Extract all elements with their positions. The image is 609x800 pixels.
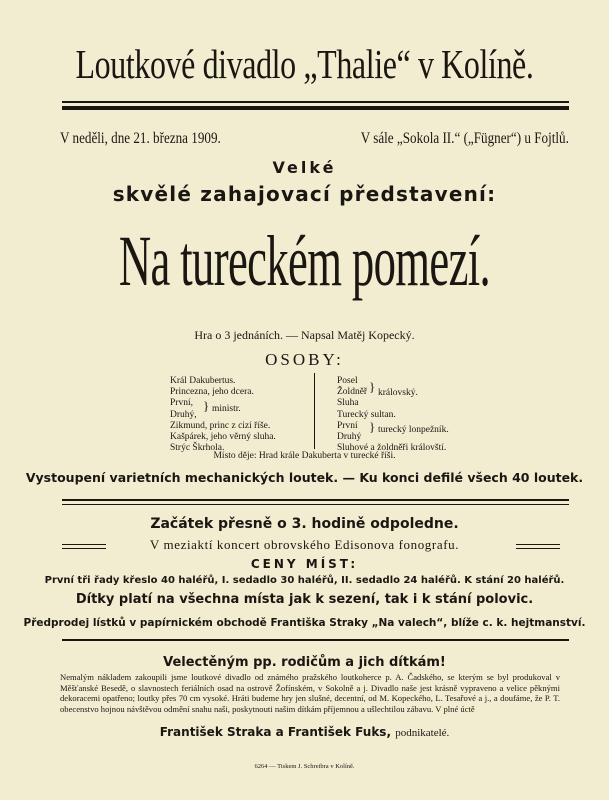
play-title: Na tureckém pomezí.: [118, 221, 491, 301]
brace-icon: }: [203, 398, 210, 413]
section-rule-top: [62, 499, 569, 501]
cast-entry: Posel: [337, 376, 358, 386]
prices-line: První tři řady křeslo 40 haléřů, I. sedadlo 30 haléřů, II. sedadlo 24 haléřů. K stání 20 haléřů.: [44, 575, 565, 586]
cast-lonpeznik: turecký lonpežník.: [378, 425, 449, 435]
printer-line: 6264 — Tiskem J. Schreibra v Kolíně.: [254, 763, 355, 770]
cast-entry: Král Dakubertus.: [170, 376, 236, 386]
divider-right: [516, 544, 560, 549]
cast-entry: Sluha: [337, 398, 359, 409]
start-line: Začátek přesně o 3. hodině odpoledne.: [150, 516, 459, 532]
cast-heading: OSOBY:: [265, 350, 344, 369]
children-line: Dítky platí na všechna místa jak k sezení, tak i k stání polovic.: [75, 592, 534, 607]
presale-line: Předprodej lístků v papírnickém obchodě Františka Straky „Na valech“, blíže c. k. hejtmanství.: [23, 617, 586, 629]
section-rule-bottom: [62, 504, 569, 505]
title-rule-top: [62, 101, 569, 103]
signature-names: František Straka a František Fuks,: [159, 725, 392, 739]
cast-ministr: ministr.: [212, 404, 241, 414]
event-subtitle: skvělé zahajovací představení:: [112, 182, 497, 206]
title-rule-bottom: [62, 106, 569, 110]
signature-role: podnikatelé.: [395, 727, 450, 739]
cast-entry: První,: [170, 398, 193, 409]
concert-line: V meziaktí koncert obrovského Edisonova fonografu.: [149, 537, 460, 552]
cast-kralovsky: královský.: [378, 388, 418, 398]
cast-entry: Strýc Škrhola.: [170, 443, 225, 454]
event-venue: V sále „Sokola II.“ („Fügner“) u Fojtlů.: [360, 130, 569, 147]
event-date: V neděli, dne 21. března 1909.: [60, 130, 221, 147]
parents-heading: Velectěným pp. rodičům a jich dítkám!: [163, 655, 446, 670]
cast-divider: [314, 373, 315, 449]
cast-entry: Kašpárek, jeho věrný sluha.: [170, 432, 276, 443]
cast-entry: Druhý,: [170, 409, 197, 420]
author-line: Hra o 3 jednáních. — Napsal Matěj Kopecký.: [194, 328, 415, 342]
cast-entry: Turecký sultan.: [337, 409, 396, 420]
cast-entry: Druhý: [337, 432, 362, 443]
signature-line: [0, 725, 609, 739]
prices-heading: CENY MÍST:: [250, 557, 359, 571]
brace-icon: }: [369, 419, 376, 434]
place-line: Místo děje: Hrad krále Dakuberta v turecké říši.: [213, 451, 396, 461]
cast-entry: Zikmund, princ z cizí říše.: [170, 420, 271, 431]
velke-label: Velké: [272, 158, 337, 177]
cast-entry: První: [337, 420, 358, 431]
cast-entry: Žoldněř: [337, 387, 368, 398]
footer-rule: [62, 639, 569, 641]
cast-entry: Princezna, jeho dcera.: [170, 387, 254, 398]
poster-title: Loutkové divadlo „Thalie“ v Kolíně.: [75, 41, 534, 87]
body-text: Nemalým nákladem zakoupili jsme loutkové divadlo od známého pražského loutkoherce p. A. Čadského, se kterým se byl produkoval v Měšťanské Besedě, o slavnostech feriálních osad na ostrově Žofínském, v Sokolně a j. Divadlo naše jest krásně vypraveno a velice pěknými dekoracemi opatřeno; loutky přes 70 cm vysoké. Hráti budeme hry jen slušné, decentní, od M. Kopeckého, L. Tesařové a j., a doufáme, že P. T. obecenstvo hojnou návštěvou odmění snahu naši, poskytnouti našim dítkám příjemnou a ušlechtilou zábavu. V plné úctě: [60, 672, 560, 714]
performance-line: Vystoupení varietních mechanických loutek. — Ku konci defilé všech 40 loutek.: [25, 470, 584, 485]
cast-entry: Sluhové a žoldněři královští.: [337, 443, 447, 454]
brace-icon: }: [369, 379, 376, 394]
cast-left-list: [170, 376, 276, 454]
